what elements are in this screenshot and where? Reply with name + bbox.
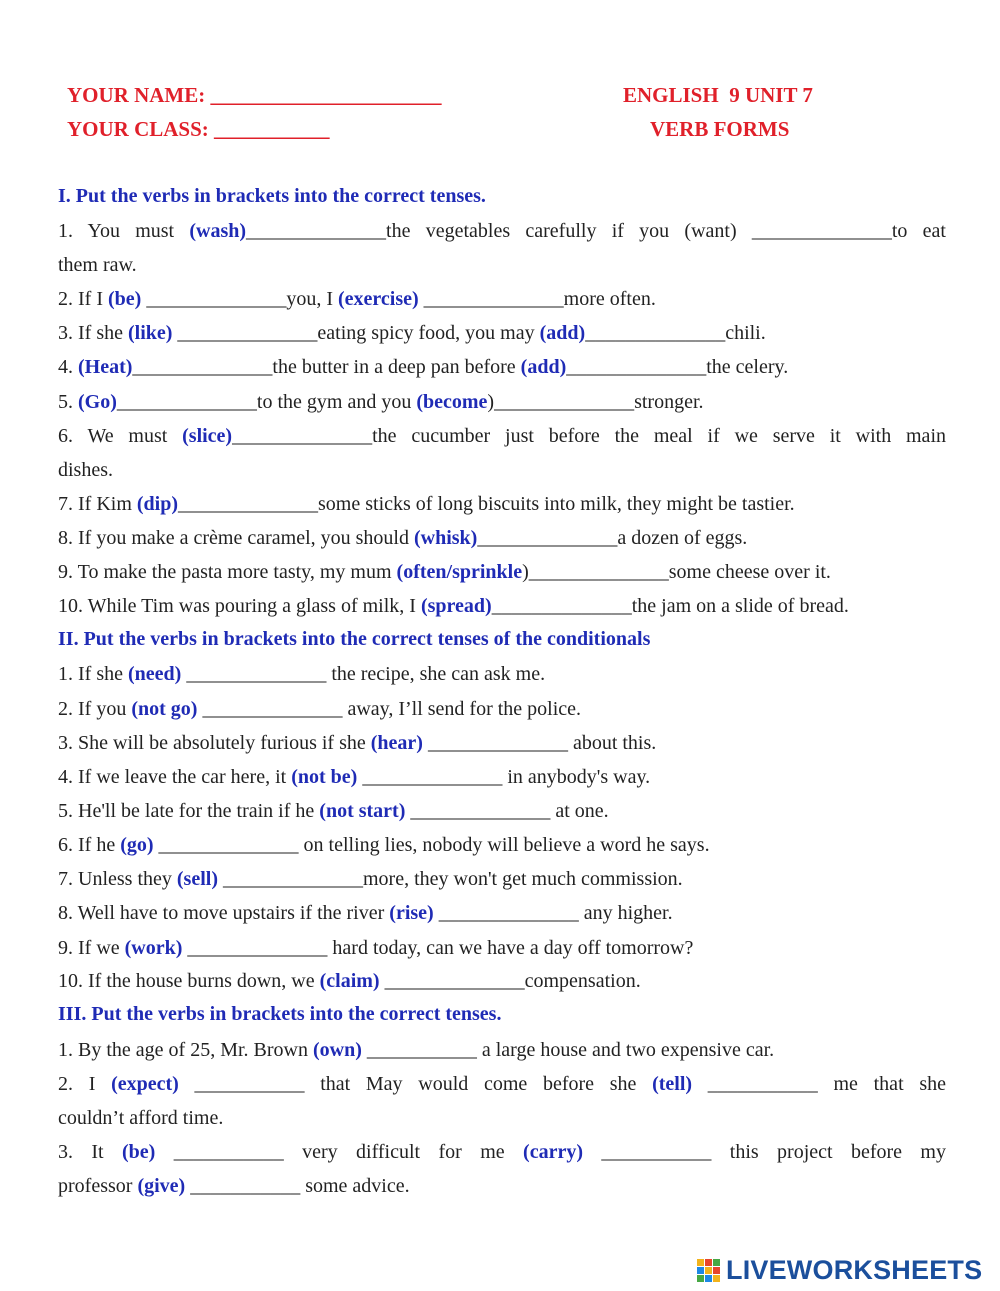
exercise-item: 8. If you make a crème caramel, you should (whisk)______________a dozen of eggs. — [58, 527, 748, 549]
section-1-title: I. Put the verbs in brackets into the correct tenses. — [58, 185, 486, 207]
exercise-item: 1. If she (need) ______________ the recipe, she can ask me. — [58, 663, 546, 685]
exercise-item: 3. It (be) ___________ very difficult for me (carry) ___________ this project before my — [58, 1141, 946, 1163]
exercise-item-continued: dishes. — [58, 459, 113, 481]
exercise-item: 4. If we leave the car here, it (not be) ______________ in anybody's way. — [58, 766, 651, 788]
exercise-item: 4. (Heat)______________the butter in a deep pan before (add)______________the celery. — [58, 356, 789, 378]
exercise-item: 8. Well have to move upstairs if the river (rise) ______________ any higher. — [58, 902, 673, 924]
exercise-item: 2. If you (not go) ______________ away, I’ll send for the police. — [58, 698, 582, 720]
exercise-item: 2. If I (be) ______________you, I (exercise) ______________more often. — [58, 288, 656, 310]
liveworksheets-logo — [697, 1255, 982, 1286]
exercise-item: 3. She will be absolutely furious if she (hear) ______________ about this. — [58, 732, 657, 754]
exercise-item: 1. You must (wash)______________the vegetables carefully if you (want) ______________to eat — [58, 220, 946, 242]
topic-title: VERB FORMS — [650, 117, 790, 141]
course-title: ENGLISH 9 UNIT 7 — [623, 83, 813, 107]
logo-grid-icon — [697, 1259, 720, 1282]
exercise-item: 1. By the age of 25, Mr. Brown (own) ___________ a large house and two expensive car. — [58, 1039, 775, 1061]
section-2-title: II. Put the verbs in brackets into the correct tenses of the conditionals — [58, 628, 651, 650]
exercise-item-continued: professor (give) ___________ some advice. — [58, 1175, 410, 1197]
exercise-item: 2. I (expect) ___________ that May would come before she (tell) ___________ me that she — [58, 1073, 946, 1095]
exercise-item-continued: couldn’t afford time. — [58, 1107, 224, 1129]
exercise-item: 10. While Tim was pouring a glass of milk, I (spread)______________the jam on a slide of bread. — [58, 595, 849, 617]
exercise-item: 6. If he (go) ______________ on telling lies, nobody will believe a word he says. — [58, 834, 710, 856]
exercise-item: 7. If Kim (dip)______________some sticks of long biscuits into milk, they might be tastier. — [58, 493, 795, 515]
exercise-item: 10. If the house burns down, we (claim) ______________compensation. — [58, 970, 641, 992]
exercise-item: 7. Unless they (sell) ______________more, they won't get much commission. — [58, 868, 683, 890]
logo-text: LIVEWORKSHEETS — [726, 1255, 983, 1285]
exercise-item: 3. If she (like) ______________eating spicy food, you may (add)______________chili. — [58, 322, 766, 344]
section-3-title: III. Put the verbs in brackets into the correct tenses. — [58, 1003, 502, 1025]
class-field-label: YOUR CLASS: ___________ — [67, 117, 330, 141]
name-field-label: YOUR NAME: ______________________ — [67, 83, 442, 107]
exercise-item: 5. (Go)______________to the gym and you (become)______________stronger. — [58, 391, 704, 413]
exercise-item: 9. To make the pasta more tasty, my mum (often/sprinkle)______________some cheese over it. — [58, 561, 831, 583]
exercise-item-continued: them raw. — [58, 254, 137, 276]
exercise-item: 9. If we (work) ______________ hard today, can we have a day off tomorrow? — [58, 937, 694, 959]
exercise-item: 6. We must (slice)______________the cucumber just before the meal if we serve it with main — [58, 425, 946, 447]
exercise-item: 5. He'll be late for the train if he (not start) ______________ at one. — [58, 800, 609, 822]
